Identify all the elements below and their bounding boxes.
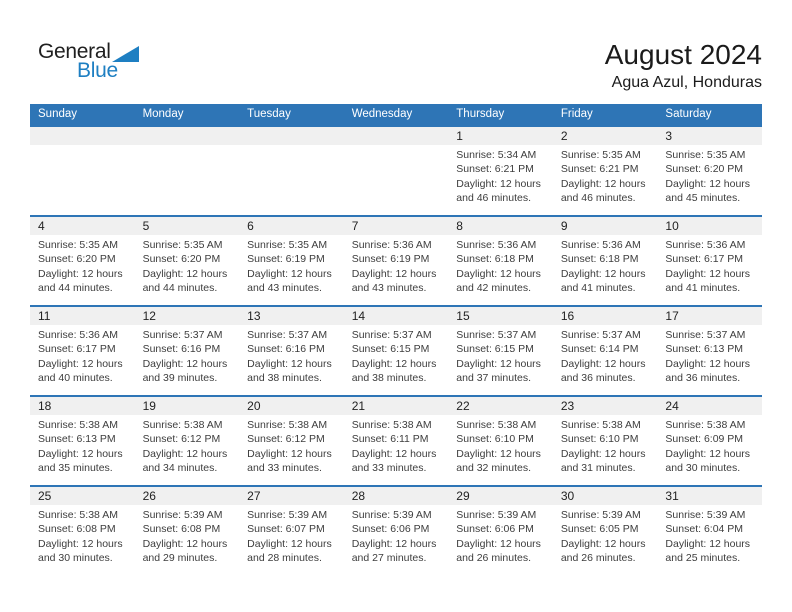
day-number: 31 [665, 489, 679, 503]
sunset-text: Sunset: 6:06 PM [456, 523, 534, 536]
sunset-text: Sunset: 6:09 PM [665, 433, 744, 446]
sunset-text: Sunset: 6:12 PM [247, 433, 325, 446]
sunset-text: Sunset: 6:06 PM [351, 523, 430, 536]
sunrise-text: Sunrise: 5:35 AM [38, 239, 118, 251]
sunset-text: Sunset: 6:20 PM [38, 253, 116, 266]
sunset-text: Sunset: 6:18 PM [456, 253, 534, 266]
sunrise-text: Sunrise: 5:38 AM [665, 419, 746, 431]
sunrise-text: Sunrise: 5:39 AM [560, 509, 641, 521]
daylight-text-1: Daylight: 12 hours [38, 267, 123, 280]
daylight-text-1: Daylight: 12 hours [351, 537, 437, 550]
day-number: 4 [38, 219, 45, 233]
sunset-text: Sunset: 6:19 PM [247, 253, 325, 266]
sunrise-text: Sunrise: 5:35 AM [142, 239, 223, 251]
day-cell-empty [135, 127, 240, 215]
day-number: 1 [456, 129, 463, 143]
week-row-5 [30, 485, 762, 575]
daylight-text-1: Daylight: 12 hours [456, 357, 541, 370]
month-title: August 2024 [604, 39, 762, 70]
week-row-2 [30, 215, 762, 305]
day-number: 27 [247, 489, 261, 503]
daylight-text-2: and 28 minutes. [247, 551, 322, 564]
day-number: 20 [247, 399, 261, 413]
day-cell-24 [657, 397, 762, 485]
daylight-text-2: and 30 minutes. [38, 551, 113, 564]
sunrise-text: Sunrise: 5:34 AM [456, 149, 537, 161]
daylight-text-2: and 35 minutes. [38, 461, 113, 474]
day-cell-9 [553, 217, 658, 305]
daylight-text-2: and 44 minutes. [142, 281, 218, 294]
daylight-text-1: Daylight: 12 hours [456, 537, 541, 550]
daylight-text-2: and 46 minutes. [560, 191, 636, 204]
day-number: 17 [665, 309, 679, 323]
day-number: 5 [142, 219, 150, 233]
day-cell-5 [135, 217, 240, 305]
day-cell-15 [448, 307, 553, 395]
sunrise-text: Sunrise: 5:37 AM [351, 329, 432, 341]
day-cell-10 [657, 217, 762, 305]
daylight-text-2: and 36 minutes. [560, 371, 636, 384]
weekday-label-thursday: Thursday [456, 108, 505, 120]
daylight-text-2: and 44 minutes. [38, 281, 113, 294]
day-number: 29 [456, 489, 470, 503]
sunset-text: Sunset: 6:08 PM [38, 523, 116, 536]
day-cell-empty [239, 127, 344, 215]
day-cell-17 [657, 307, 762, 395]
daylight-text-2: and 29 minutes. [142, 551, 218, 564]
day-cell-6 [239, 217, 344, 305]
sunrise-text: Sunrise: 5:36 AM [351, 239, 432, 251]
logo-text-blue: Blue [77, 59, 118, 82]
sunrise-text: Sunrise: 5:39 AM [456, 509, 537, 521]
sunrise-text: Sunrise: 5:38 AM [456, 419, 537, 431]
daylight-text-1: Daylight: 12 hours [247, 267, 332, 280]
daylight-text-1: Daylight: 12 hours [142, 537, 228, 550]
sunrise-text: Sunrise: 5:39 AM [665, 509, 746, 521]
daylight-text-1: Daylight: 12 hours [38, 447, 123, 460]
day-cell-27 [239, 487, 344, 575]
daylight-text-1: Daylight: 12 hours [38, 357, 123, 370]
sunrise-text: Sunrise: 5:38 AM [247, 419, 328, 431]
day-number: 14 [351, 309, 366, 323]
daylight-text-2: and 39 minutes. [142, 371, 218, 384]
day-number: 23 [560, 399, 575, 413]
weekday-label-tuesday: Tuesday [247, 108, 291, 120]
sunset-text: Sunset: 6:15 PM [456, 343, 534, 356]
daylight-text-2: and 42 minutes. [456, 281, 531, 294]
daylight-text-1: Daylight: 12 hours [665, 267, 751, 280]
day-cell-28 [344, 487, 449, 575]
daylight-text-1: Daylight: 12 hours [142, 357, 228, 370]
daylight-text-2: and 32 minutes. [456, 461, 531, 474]
daylight-text-2: and 41 minutes. [560, 281, 636, 294]
day-number: 11 [38, 309, 51, 323]
daylight-text-1: Daylight: 12 hours [247, 537, 332, 550]
daylight-text-2: and 27 minutes. [351, 551, 427, 564]
sunrise-text: Sunrise: 5:38 AM [351, 419, 432, 431]
day-cell-1 [448, 127, 553, 215]
weekday-header-row [30, 104, 762, 125]
sunset-text: Sunset: 6:11 PM [351, 433, 429, 446]
daylight-text-1: Daylight: 12 hours [665, 447, 751, 460]
daylight-text-1: Daylight: 12 hours [560, 177, 646, 190]
daylight-text-2: and 31 minutes. [560, 461, 636, 474]
sunrise-text: Sunrise: 5:38 AM [560, 419, 641, 431]
title-block [605, 40, 762, 94]
day-number: 22 [456, 399, 470, 413]
day-cell-11 [30, 307, 135, 395]
sunrise-text: Sunrise: 5:37 AM [665, 329, 746, 341]
daylight-text-2: and 38 minutes. [247, 371, 322, 384]
daylight-text-1: Daylight: 12 hours [456, 447, 541, 460]
sunset-text: Sunset: 6:13 PM [665, 343, 744, 356]
sunset-text: Sunset: 6:08 PM [142, 523, 221, 536]
daylight-text-2: and 43 minutes. [247, 281, 322, 294]
daylight-text-2: and 26 minutes. [456, 551, 531, 564]
sunrise-text: Sunrise: 5:39 AM [142, 509, 223, 521]
logo-text-general: General [38, 40, 111, 63]
general-blue-logo [38, 42, 139, 80]
calendar-table [30, 104, 762, 575]
day-cell-30 [553, 487, 658, 575]
day-number: 3 [665, 129, 673, 143]
day-number: 19 [142, 399, 156, 413]
week-row-3 [30, 305, 762, 395]
day-cell-13 [239, 307, 344, 395]
sunset-text: Sunset: 6:15 PM [351, 343, 430, 356]
daylight-text-2: and 43 minutes. [351, 281, 427, 294]
sunrise-text: Sunrise: 5:36 AM [665, 239, 746, 251]
day-cell-3 [657, 127, 762, 215]
daylight-text-2: and 46 minutes. [456, 191, 531, 204]
day-number: 26 [142, 489, 156, 503]
day-cell-19 [135, 397, 240, 485]
sunrise-text: Sunrise: 5:38 AM [38, 419, 118, 431]
daylight-text-2: and 45 minutes. [665, 191, 741, 204]
daylight-text-1: Daylight: 12 hours [665, 537, 751, 550]
day-cell-12 [135, 307, 240, 395]
daylight-text-1: Daylight: 12 hours [560, 357, 646, 370]
sunset-text: Sunset: 6:12 PM [142, 433, 221, 446]
day-cell-21 [344, 397, 449, 485]
day-cell-empty [30, 127, 135, 215]
daylight-text-1: Daylight: 12 hours [142, 447, 228, 460]
daylight-text-2: and 36 minutes. [665, 371, 741, 384]
sunrise-text: Sunrise: 5:36 AM [456, 239, 537, 251]
daylight-text-1: Daylight: 12 hours [665, 177, 751, 190]
daylight-text-1: Daylight: 12 hours [560, 267, 646, 280]
day-cell-18 [30, 397, 135, 485]
sunrise-text: Sunrise: 5:39 AM [351, 509, 432, 521]
sunset-text: Sunset: 6:10 PM [456, 433, 534, 446]
day-cell-2 [553, 127, 658, 215]
location-subtitle: Agua Azul, Honduras [611, 74, 762, 91]
day-number: 28 [351, 489, 366, 503]
daylight-text-2: and 41 minutes. [665, 281, 741, 294]
daylight-text-2: and 37 minutes. [456, 371, 531, 384]
daylight-text-2: and 33 minutes. [351, 461, 427, 474]
day-number: 15 [456, 309, 470, 323]
sunrise-text: Sunrise: 5:35 AM [560, 149, 641, 161]
sunrise-text: Sunrise: 5:37 AM [247, 329, 328, 341]
week-row-1 [30, 125, 762, 215]
sunrise-text: Sunrise: 5:37 AM [142, 329, 223, 341]
sunset-text: Sunset: 6:20 PM [142, 253, 221, 266]
weekday-label-sunday: Sunday [38, 108, 78, 120]
day-cell-25 [30, 487, 135, 575]
daylight-text-1: Daylight: 12 hours [456, 267, 541, 280]
sunset-text: Sunset: 6:20 PM [665, 163, 744, 176]
daylight-text-1: Daylight: 12 hours [351, 267, 437, 280]
sunset-text: Sunset: 6:17 PM [38, 343, 116, 356]
daylight-text-2: and 30 minutes. [665, 461, 741, 474]
daylight-text-1: Daylight: 12 hours [142, 267, 228, 280]
daylight-text-1: Daylight: 12 hours [38, 537, 123, 550]
sunset-text: Sunset: 6:07 PM [247, 523, 325, 536]
day-cell-4 [30, 217, 135, 305]
daylight-text-1: Daylight: 12 hours [560, 447, 646, 460]
day-number: 18 [38, 399, 52, 413]
day-number: 25 [38, 489, 52, 503]
day-number: 21 [351, 399, 366, 413]
daylight-text-2: and 26 minutes. [560, 551, 636, 564]
sunset-text: Sunset: 6:05 PM [560, 523, 639, 536]
sunset-text: Sunset: 6:21 PM [560, 163, 639, 176]
week-row-4 [30, 395, 762, 485]
sunrise-text: Sunrise: 5:37 AM [560, 329, 641, 341]
weekday-label-saturday: Saturday [665, 108, 712, 120]
day-number: 2 [560, 129, 568, 143]
daylight-text-2: and 34 minutes. [142, 461, 218, 474]
daylight-text-1: Daylight: 12 hours [351, 447, 437, 460]
sunset-text: Sunset: 6:21 PM [456, 163, 534, 176]
daylight-text-1: Daylight: 12 hours [247, 447, 332, 460]
sunset-text: Sunset: 6:04 PM [665, 523, 744, 536]
sunrise-text: Sunrise: 5:36 AM [38, 329, 118, 341]
day-cell-14 [344, 307, 449, 395]
sunrise-text: Sunrise: 5:38 AM [142, 419, 223, 431]
daylight-text-1: Daylight: 12 hours [351, 357, 437, 370]
sunset-text: Sunset: 6:18 PM [560, 253, 639, 266]
sunrise-text: Sunrise: 5:35 AM [247, 239, 328, 251]
day-number: 12 [142, 309, 156, 323]
day-cell-22 [448, 397, 553, 485]
day-number: 10 [665, 219, 679, 233]
day-number: 24 [665, 399, 679, 413]
day-cell-7 [344, 217, 449, 305]
sunrise-text: Sunrise: 5:37 AM [456, 329, 537, 341]
sunset-text: Sunset: 6:10 PM [560, 433, 639, 446]
sunset-text: Sunset: 6:19 PM [351, 253, 430, 266]
sunrise-text: Sunrise: 5:38 AM [38, 509, 118, 521]
sunrise-text: Sunrise: 5:36 AM [560, 239, 641, 251]
day-cell-26 [135, 487, 240, 575]
sunset-text: Sunset: 6:14 PM [560, 343, 639, 356]
day-number: 8 [456, 219, 463, 233]
sunset-text: Sunset: 6:13 PM [38, 433, 116, 446]
weekday-label-monday: Monday [142, 108, 184, 120]
day-cell-16 [553, 307, 658, 395]
weekday-label-friday: Friday [560, 108, 593, 120]
day-number: 30 [560, 489, 575, 503]
daylight-text-2: and 25 minutes. [665, 551, 741, 564]
day-number: 13 [247, 309, 261, 323]
day-number: 16 [560, 309, 575, 323]
daylight-text-2: and 33 minutes. [247, 461, 322, 474]
daylight-text-1: Daylight: 12 hours [560, 537, 646, 550]
daylight-text-2: and 40 minutes. [38, 371, 113, 384]
sunrise-text: Sunrise: 5:35 AM [665, 149, 746, 161]
day-cell-23 [553, 397, 658, 485]
day-cell-8 [448, 217, 553, 305]
daylight-text-1: Daylight: 12 hours [456, 177, 541, 190]
day-number: 7 [351, 219, 359, 233]
sunset-text: Sunset: 6:16 PM [247, 343, 325, 356]
daylight-text-1: Daylight: 12 hours [665, 357, 751, 370]
day-cell-31 [657, 487, 762, 575]
daylight-text-2: and 38 minutes. [351, 371, 427, 384]
sunset-text: Sunset: 6:17 PM [665, 253, 744, 266]
day-cell-20 [239, 397, 344, 485]
day-number: 9 [560, 219, 568, 233]
sunset-text: Sunset: 6:16 PM [142, 343, 221, 356]
day-cell-empty [344, 127, 449, 215]
daylight-text-1: Daylight: 12 hours [247, 357, 332, 370]
day-number: 6 [247, 219, 254, 233]
sunrise-text: Sunrise: 5:39 AM [247, 509, 328, 521]
day-cell-29 [448, 487, 553, 575]
weekday-label-wednesday: Wednesday [351, 108, 413, 120]
